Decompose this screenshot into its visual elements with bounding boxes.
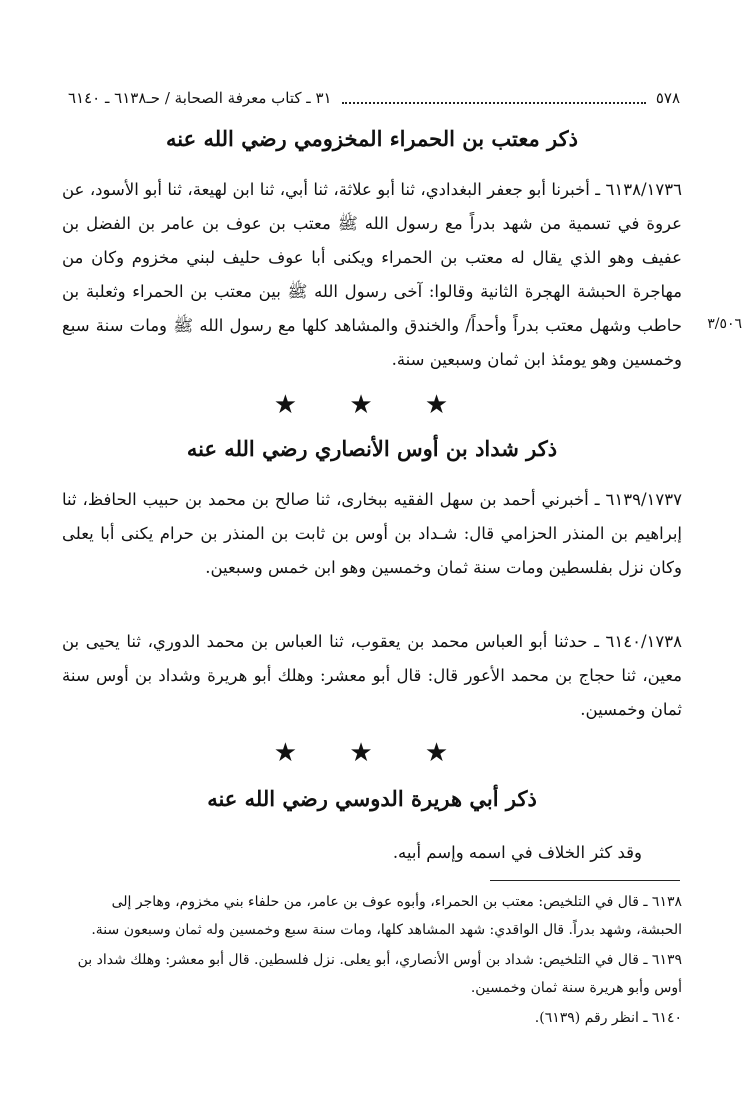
hadith-6139 — [62, 483, 682, 585]
footnote-6138: ٦١٣٨ ـ قال في التلخيص: معتب بن الحمراء، وأبوه عوف بن عامر، من حلفاء بني مخزوم، وهاجر إلى الحبشة، وشهد بدراً. قال الواقدي: شهد المشاهد كلها، ومات سنة سبع وخمسين وله ثمان وسبعون سنة. — [91, 894, 682, 938]
section-heading-shaddad: ذكر شداد بن أوس الأنصاري رضي الله عنه — [186, 436, 558, 461]
hadith-6140-text: ٦١٤٠/١٧٣٨ ـ حدثنا أبو العباس محمد بن يعقوب، ثنا العباس بن محمد الدوري، ثنا يحيى بن معين، ثنا حجاج بن محمد الأعور قال: قال أبو معشر: وهلك أبو هريرة وشداد بن أوس سنة ثمان وخمسين. — [62, 632, 682, 719]
margin-volume-note: ٣/٥٠٦ — [707, 316, 742, 332]
footnote-6139: ٦١٣٩ ـ قال في التلخيص: شداد بن أوس الأنصاري، أبو يعلى. نزل فلسطين. قال أبو معشر: وهلك شداد بن أوس وأبو هريرة سنة ثمان وخمسين. — [77, 952, 682, 996]
leader-dots — [342, 92, 646, 104]
footnote-6140: ٦١٤٠ ـ انظر رقم (٦١٣٩). — [534, 1010, 682, 1026]
separator-stars-1: ★ ★ ★ — [273, 390, 471, 420]
hadith-6138-text: ٦١٣٨/١٧٣٦ ـ أخبرنا أبو جعفر البغدادي، ثنا أبو علاثة، ثنا أبي، ثنا ابن لهيعة، ثنا أبو الأسود، عن عروة في تسمية من شهد بدراً مع رسول الله ﷺ معتب بن عوف بن عامر بن الفضل بن عفيف وهو الذي يقال له معتب بن الحمراء ويكنى أبا عوف حليف لبني مخزوم وكان من مهاجرة الحبشة الهجرة الثانية وقالوا: آخى رسول الله ﷺ بين معتب بن الحمراء وثعلبة بن حاطب وشهل معتب بدراً وأحداً/ والخندق والمشاهد كلها مع رسول الله ﷺ ومات سنة سبع وخمسين وهو يومئذ ابن ثمان وسبعين سنة. — [62, 180, 682, 369]
footnotes — [62, 888, 682, 1034]
running-header — [68, 86, 680, 110]
hadith-6140 — [62, 625, 682, 727]
running-title: ٣١ ـ كتاب معرفة الصحابة / حـ٦١٣٨ ـ ٦١٤٠ — [68, 89, 332, 107]
page-number: ٥٧٨ — [655, 89, 680, 107]
abu-hurayra-intro-text: وقد كثر الخلاف في اسمه وإسم أبيه. — [392, 843, 642, 862]
footnote-rule — [490, 880, 680, 881]
abu-hurayra-intro — [62, 836, 682, 870]
section-heading-muattib: ذكر معتب بن الحمراء المخزومي رضي الله عنه — [166, 126, 578, 151]
section-heading-abu-hurayra: ذكر أبي هريرة الدوسي رضي الله عنه — [207, 786, 537, 811]
separator-stars-2: ★ ★ ★ — [273, 738, 471, 768]
hadith-6139-text: ٦١٣٩/١٧٣٧ ـ أخبرني أحمد بن سهل الفقيه ببخارى، ثنا صالح بن محمد بن حبيب الحافظ، ثنا إبراهيم بن المنذر الحزامي قال: شـداد بن أوس بن ثابت بن المنذر بن حرام يكنى أبا يعلى وكان نزل بفلسطين ومات سنة ثمان وخمسين وهو ابن خمس وسبعين. — [62, 490, 682, 577]
hadith-6138 — [62, 173, 682, 377]
